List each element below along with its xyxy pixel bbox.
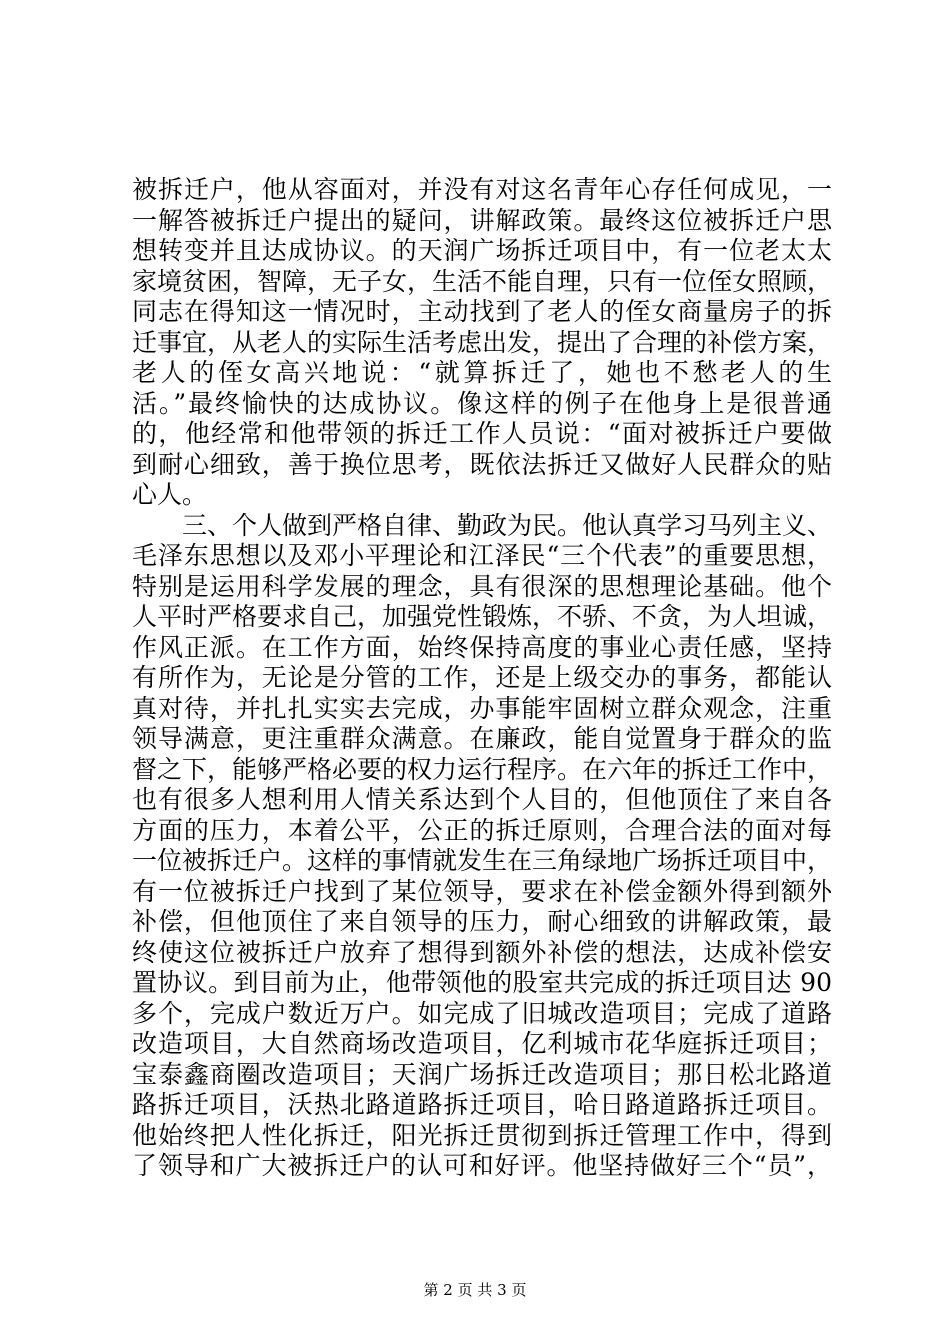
text-line: 被拆迁户，他从容面对，并没有对这名青年心存任何成见，一 xyxy=(132,175,832,204)
text-line: 同志在得知这一情况时，主动找到了老人的侄女商量房子的拆 xyxy=(132,297,832,326)
text-line: 也有很多人想利用人情关系达到个人目的，但他顶住了来自各 xyxy=(132,785,832,814)
text-line: 真对待，并扎扎实实去完成，办事能牢固树立群众观念，注重 xyxy=(132,693,832,723)
text-line: 方面的压力，本着公平，公正的拆迁原则，合理合法的面对每 xyxy=(132,815,832,845)
text-line: 一位被拆迁户。这样的事情就发生在三角绿地广场拆迁项目中， xyxy=(132,846,833,875)
text-line: 特别是运用科学发展的理念，具有很深的思想理论基础。他个 xyxy=(132,571,832,601)
text-line: 心人。 xyxy=(132,480,208,509)
text-line: 作风正派。在工作方面，始终保持高度的事业心责任感，坚持 xyxy=(132,632,832,662)
text-line: 到耐心细致，善于换位思考，既依法拆迁又做好人民群众的贴 xyxy=(132,449,832,479)
text-line: 领导满意，更注重群众满意。在廉政，能自觉置身于群众的监 xyxy=(132,724,832,753)
text-line: 终使这位被拆迁户放弃了想得到额外补偿的想法，达成补偿安 xyxy=(132,937,832,967)
text-line: 他始终把人性化拆迁，阳光拆迁贯彻到拆迁管理工作中，得到 xyxy=(132,1120,832,1150)
text-line: 路拆迁项目，沃热北路道路拆迁项目，哈日路道路拆迁项目。 xyxy=(132,1090,832,1119)
text-line: 的，他经常和他带领的拆迁工作人员说：“面对被拆迁户要做 xyxy=(132,419,832,448)
text-line: 有所作为，无论是分管的工作，还是上级交办的事务，都能认 xyxy=(132,663,832,692)
text-line: 置协议。到目前为止，他带领他的股室共完成的拆迁项目达 90 xyxy=(132,968,832,997)
text-line: 了领导和广大被拆迁户的认可和好评。他坚持做好三个“员”， xyxy=(132,1151,832,1180)
text-line: 多个，完成户数近万户。如完成了旧城改造项目；完成了道路 xyxy=(132,998,832,1028)
text-line: 宝泰鑫商圈改造项目；天润广场拆迁改造项目；那日松北路道 xyxy=(132,1059,832,1089)
text-line: 改造项目，大自然商场改造项目，亿利城市花华庭拆迁项目； xyxy=(132,1029,832,1058)
text-line: 人平时严格要求自己，加强党性锻炼，不骄、不贪，为人坦诚， xyxy=(132,602,833,631)
page-footer: 第 2 页 共 3 页 xyxy=(423,1281,527,1299)
text-line: 迁事宜，从老人的实际生活考虑出发，提出了合理的补偿方案， xyxy=(132,327,833,357)
text-line: 补偿，但他顶住了来自领导的压力，耐心细致的讲解政策，最 xyxy=(132,907,832,936)
body-text xyxy=(132,175,832,1182)
text-line: 家境贫困，智障，无子女，生活不能自理，只有一位侄女照顾， xyxy=(132,266,833,296)
text-line: 三、个人做到严格自律、勤政为民。他认真学习马列主义、 xyxy=(132,510,833,540)
text-line: 一解答被拆迁户提出的疑问，讲解政策。最终这位被拆迁户思 xyxy=(132,205,832,235)
text-line: 活。”最终愉快的达成协议。像这样的例子在他身上是很普通 xyxy=(132,388,832,418)
text-line: 有一位被拆迁户找到了某位领导，要求在补偿金额外得到额外 xyxy=(132,876,832,906)
text-line: 督之下，能够严格必要的权力运行程序。在六年的拆迁工作中， xyxy=(132,754,833,784)
text-line: 想转变并且达成协议。的天润广场拆迁项目中，有一位老太太 xyxy=(132,236,832,265)
text-line: 老人的侄女高兴地说：“就算拆迁了，她也不愁老人的生 xyxy=(132,358,832,387)
text-line: 毛泽东思想以及邓小平理论和江泽民“三个代表”的重要思想， xyxy=(132,541,832,570)
